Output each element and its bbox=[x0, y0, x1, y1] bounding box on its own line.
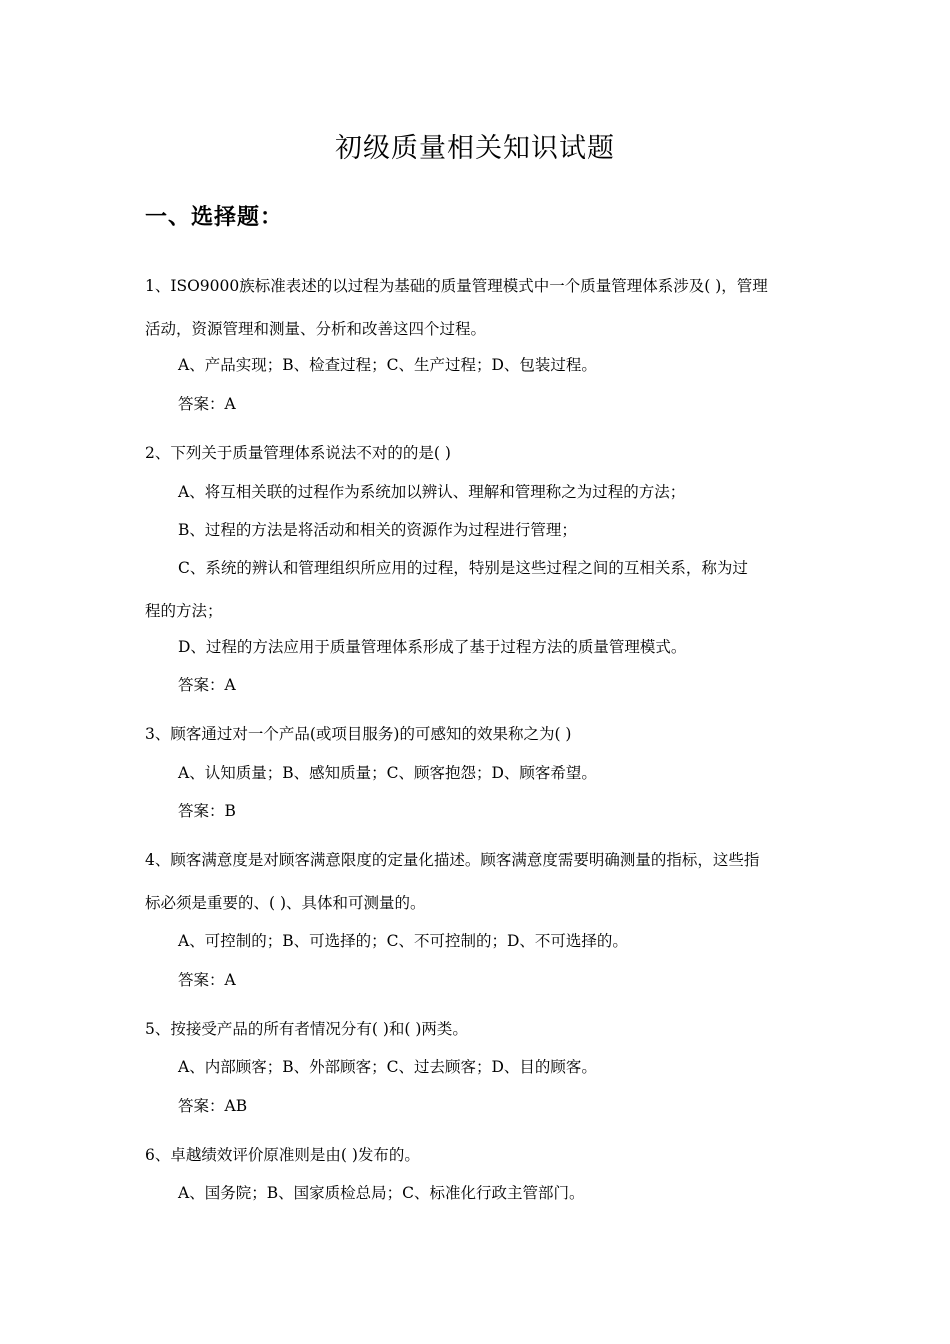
question-2-option-c-line-2: 程的方法； bbox=[145, 602, 223, 620]
question-3-answer: 答案：B bbox=[178, 802, 236, 820]
question-2-answer: 答案：A bbox=[178, 676, 236, 694]
question-6-options: A、国务院；B、国家质检总局；C、标准化行政主管部门。 bbox=[178, 1184, 585, 1202]
question-2-stem: 2、下列关于质量管理体系说法不对的的是( ) bbox=[145, 444, 451, 462]
question-2-option-d: D、过程的方法应用于质量管理体系形成了基于过程方法的质量管理模式。 bbox=[178, 638, 687, 656]
question-2-option-a: A、将互相关联的过程作为系统加以辨认、理解和管理称之为过程的方法； bbox=[178, 483, 686, 501]
question-4-answer: 答案：A bbox=[178, 971, 236, 989]
question-5-options: A、内部顾客；B、外部顾客；C、过去顾客；D、目的顾客。 bbox=[178, 1058, 597, 1076]
question-3-stem: 3、顾客通过对一个产品(或项目服务)的可感知的效果称之为( ) bbox=[145, 725, 572, 743]
question-2-option-b: B、过程的方法是将活动和相关的资源作为过程进行管理； bbox=[178, 521, 577, 539]
section-heading: 一、选择题： bbox=[145, 205, 284, 230]
question-1-stem-line-2: 活动，资源管理和测量、分析和改善这四个过程。 bbox=[145, 320, 487, 338]
question-6-stem: 6、卓越绩效评价原准则是由( )发布的。 bbox=[145, 1146, 420, 1164]
question-2-option-c-line-1: C、系统的辨认和管理组织所应用的过程，特别是这些过程之间的互相关系，称为过 bbox=[178, 559, 748, 577]
question-4-options: A、可控制的；B、可选择的；C、不可控制的；D、不可选择的。 bbox=[178, 932, 628, 950]
question-1-stem-line-1: 1、ISO9000族标准表述的以过程为基础的质量管理模式中一个质量管理体系涉及( )，管理 bbox=[145, 277, 768, 295]
question-1-answer: 答案：A bbox=[178, 395, 236, 413]
question-5-answer: 答案：AB bbox=[178, 1097, 248, 1115]
question-1-options: A、产品实现；B、检查过程；C、生产过程；D、包装过程。 bbox=[178, 356, 597, 374]
question-5-stem: 5、按接受产品的所有者情况分有( )和( )两类。 bbox=[145, 1020, 468, 1038]
question-4-stem-line-1: 4、顾客满意度是对顾客满意限度的定量化描述。顾客满意度需要明确测量的指标，这些指 bbox=[145, 851, 760, 869]
question-3-options: A、认知质量；B、感知质量；C、顾客抱怨；D、顾客希望。 bbox=[178, 764, 597, 782]
question-4-stem-line-2: 标必须是重要的、( )、具体和可测量的。 bbox=[145, 894, 426, 912]
document-title: 初级质量相关知识试题 bbox=[335, 133, 615, 164]
